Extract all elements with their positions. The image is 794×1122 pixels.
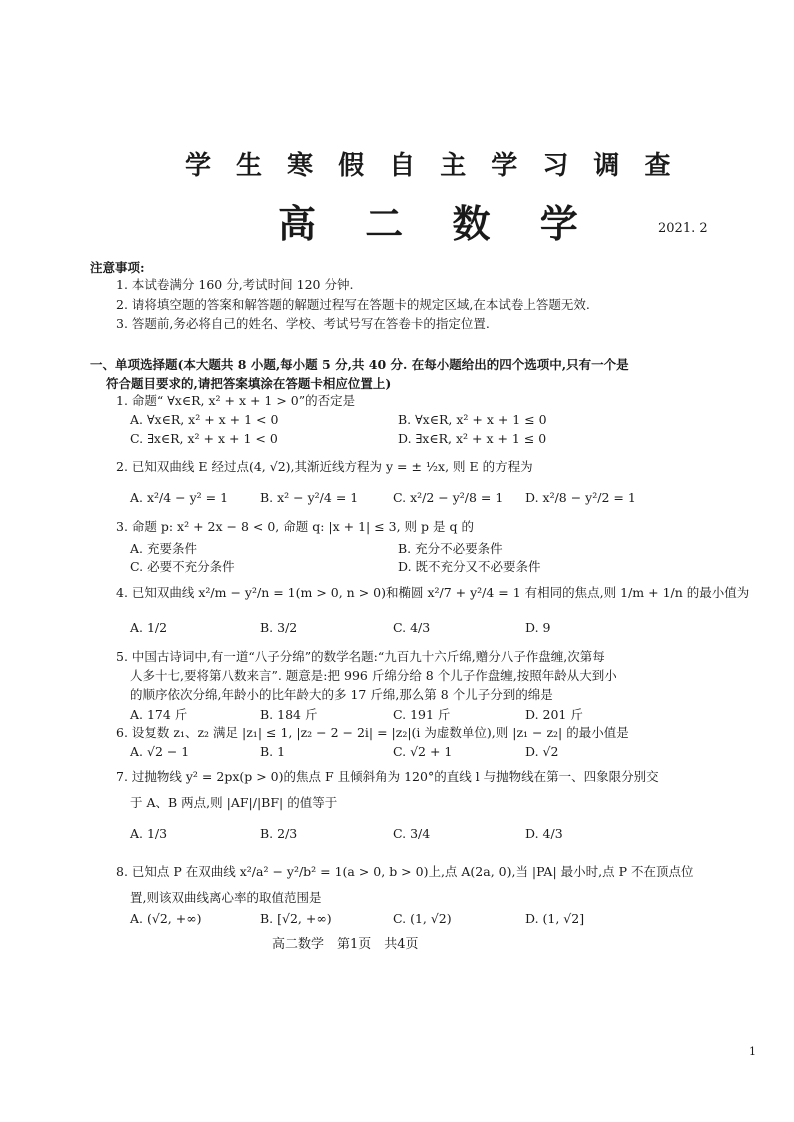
subject-title: 高 二 数 学: [278, 201, 596, 246]
note-item: 1. 本试卷满分 160 分,考试时间 120 分钟.: [116, 277, 354, 292]
question-4-option-d: D. 9: [525, 620, 551, 635]
question-4-option-a: A. 1/2: [130, 620, 168, 635]
question-5-option-d: D. 201 斤: [525, 707, 583, 722]
section-title-line: 一、单项选择题(本大题共 8 小题,每小题 5 分,共 40 分. 在每小题给出的四个选项中,只有一个是: [90, 357, 629, 372]
question-5-stem: 5. 中国古诗词中,有一道“八子分绵”的数学名题:“九百九十六斤绵,赠分八子作盘缠,次第每: [116, 649, 605, 664]
notes-heading: 注意事项:: [90, 260, 145, 275]
question-2-stem: 2. 已知双曲线 E 经过点(4, √2),其渐近线方程为 y = ± ½x, 则 E 的方程为: [116, 459, 533, 474]
question-6-option-b: B. 1: [260, 744, 286, 759]
question-8-option-c: C. (1, √2): [393, 911, 452, 926]
exam-date: 2021. 2: [658, 221, 708, 236]
question-8-option-a: A. (√2, +∞): [130, 911, 202, 926]
question-6-stem: 6. 设复数 z₁、z₂ 满足 |z₁| ≤ 1, |z₂ − 2 − 2i| = |z₂|(i 为虚数单位),则 |z₁ − z₂| 的最小值是: [116, 725, 629, 740]
question-3-option-c: C. 必要不充分条件: [130, 559, 235, 574]
question-3-option-d: D. 既不充分又不必要条件: [398, 559, 541, 574]
question-3-option-a: A. 充要条件: [130, 541, 197, 556]
note-item: 3. 答题前,务必将自己的姓名、学校、考试号写在答卷卡的指定位置.: [116, 316, 490, 331]
question-7-option-a: A. 1/3: [130, 826, 168, 841]
question-6-option-a: A. √2 − 1: [130, 744, 190, 759]
question-4-option-b: B. 3/2: [260, 620, 298, 635]
question-7-option-c: C. 3/4: [393, 826, 431, 841]
question-7-option-b: B. 2/3: [260, 826, 298, 841]
question-1-option-d: D. ∃x∈R, x² + x + 1 ≤ 0: [398, 431, 547, 446]
question-8-stem: 8. 已知点 P 在双曲线 x²/a² − y²/b² = 1(a > 0, b > 0)上,点 A(2a, 0),当 |PA| 最小时,点 P 不在顶点位: [116, 864, 694, 879]
question-6-option-c: C. √2 + 1: [393, 744, 453, 759]
question-3-option-b: B. 充分不必要条件: [398, 541, 503, 556]
question-8-option-d: D. (1, √2]: [525, 911, 585, 926]
question-5-stem: 人多十七,要将第八数来言”. 题意是:把 996 斤绵分给 8 个儿子作盘缠,按照年龄从大到小: [130, 668, 617, 683]
section-title-line: 符合题目要求的,请把答案填涂在答题卡相应位置上): [106, 376, 392, 391]
question-5-option-a: A. 174 斤: [130, 707, 188, 722]
question-5-option-b: B. 184 斤: [260, 707, 318, 722]
survey-title: 学 生 寒 假 自 主 学 习 调 查: [185, 151, 679, 181]
question-4-option-c: C. 4/3: [393, 620, 431, 635]
question-1-option-c: C. ∃x∈R, x² + x + 1 < 0: [130, 431, 278, 446]
question-8-option-b: B. [√2, +∞): [260, 911, 332, 926]
question-5-option-c: C. 191 斤: [393, 707, 451, 722]
question-5-stem: 的顺序依次分绵,年龄小的比年龄大的多 17 斤绵,那么第 8 个儿子分到的绵是: [130, 687, 553, 702]
question-1-stem: 1. 命题“ ∀x∈R, x² + x + 1 > 0”的否定是: [116, 393, 356, 408]
page-number: 1: [749, 1045, 756, 1058]
question-4-stem: 4. 已知双曲线 x²/m − y²/n = 1(m > 0, n > 0)和椭圆 x²/7 + y²/4 = 1 有相同的焦点,则 1/m + 1/n 的最小值为: [116, 585, 750, 600]
note-item: 2. 请将填空题的答案和解答题的解题过程写在答题卡的规定区域,在本试卷上答题无效.: [116, 297, 590, 312]
question-7-option-d: D. 4/3: [525, 826, 563, 841]
page-footer: 高二数学 第1页 共4页: [272, 937, 419, 952]
question-7-stem: 7. 过抛物线 y² = 2px(p > 0)的焦点 F 且倾斜角为 120°的直线 l 与抛物线在第一、四象限分别交: [116, 769, 659, 784]
question-2-option-c: C. x²/2 − y²/8 = 1: [393, 490, 504, 505]
question-2-option-d: D. x²/8 − y²/2 = 1: [525, 490, 636, 505]
question-1-option-b: B. ∀x∈R, x² + x + 1 ≤ 0: [398, 412, 547, 427]
question-6-option-d: D. √2: [525, 744, 559, 759]
question-2-option-b: B. x² − y²/4 = 1: [260, 490, 359, 505]
question-8-stem: 置,则该双曲线离心率的取值范围是: [130, 890, 322, 905]
question-3-stem: 3. 命题 p: x² + 2x − 8 < 0, 命题 q: |x + 1| ≤ 3, 则 p 是 q 的: [116, 519, 474, 534]
question-7-stem: 于 A、B 两点,则 |AF|/|BF| 的值等于: [130, 795, 338, 810]
question-1-option-a: A. ∀x∈R, x² + x + 1 < 0: [130, 412, 279, 427]
question-2-option-a: A. x²/4 − y² = 1: [130, 490, 229, 505]
